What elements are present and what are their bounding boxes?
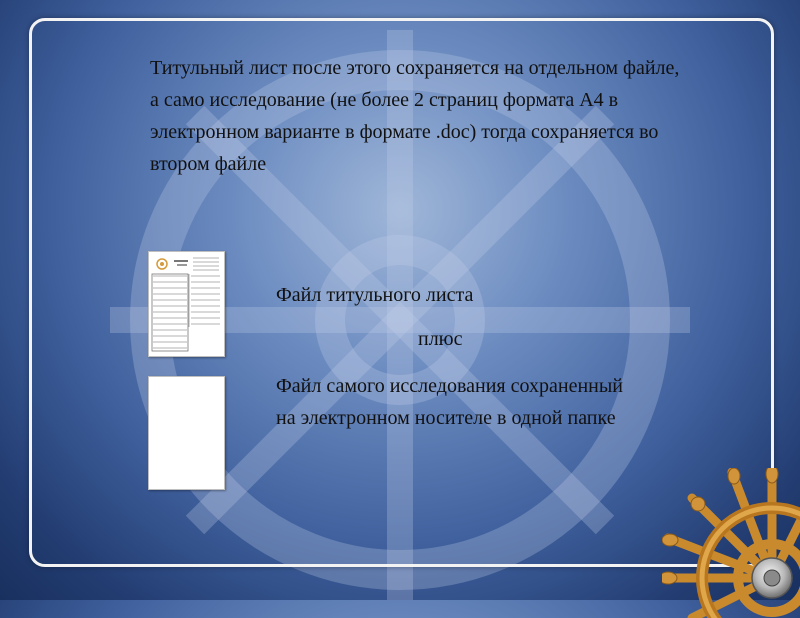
title-page-document-icon [148, 251, 225, 357]
plus-label: плюс [418, 328, 463, 350]
ship-wheel-icon [662, 468, 800, 618]
research-file-label: Файл самого исследования сохраненный на электронном носителе в одной папке [276, 375, 623, 429]
body-paragraph: Титульный лист после этого сохраняется на отдельном файле, а само исследование (не более 2 страниц формата А4 в электронном варианте в формате .doc) тогда сохраняется во втором файле [150, 57, 680, 175]
title-file-label: Файл титульного листа [276, 284, 474, 306]
blank-document-icon [148, 376, 225, 490]
